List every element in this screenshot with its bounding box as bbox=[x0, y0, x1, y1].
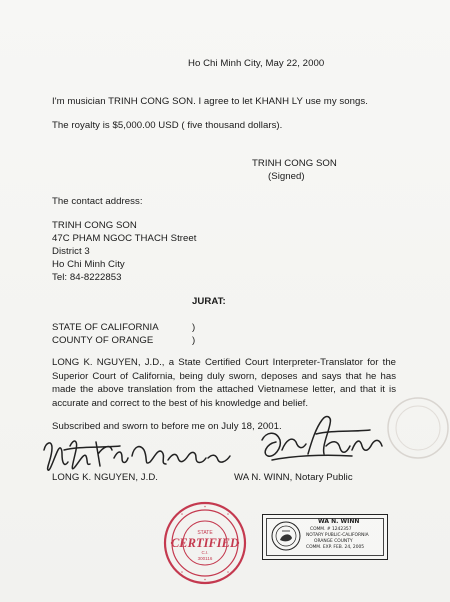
address-line: TRINH CONG SON bbox=[52, 220, 137, 231]
certified-small-label: C.I. bbox=[201, 550, 209, 555]
jurat-bracket: ) bbox=[192, 322, 196, 333]
certified-word: CERTIFIED bbox=[170, 536, 240, 550]
certified-number: 300116 bbox=[197, 556, 213, 561]
notary-seal-line: ORANGE COUNTY bbox=[314, 539, 353, 544]
notary-signature bbox=[252, 410, 392, 474]
translator-name: LONG K. NGUYEN, J.D. bbox=[52, 472, 159, 483]
address-line: Ho Chi Minh City bbox=[52, 259, 125, 270]
jurat-title: JURAT: bbox=[192, 296, 226, 307]
notary-seal-line: WA N. WINN bbox=[318, 518, 360, 525]
address-line: Tel: 84-8222853 bbox=[52, 272, 122, 283]
address-line: District 3 bbox=[52, 246, 90, 257]
place-date: Ho Chi Minh City, May 22, 2000 bbox=[188, 58, 325, 69]
notary-name: WA N. WINN, Notary Public bbox=[234, 472, 353, 483]
notary-seal-line: COMM. # 1242357 bbox=[310, 527, 352, 532]
statement-line: I'm musician TRINH CONG SON. I agree to let KHANH LY use my songs. bbox=[52, 96, 368, 107]
notary-state-seal-icon bbox=[270, 520, 302, 552]
certified-translator-seal bbox=[162, 500, 248, 586]
contact-heading: The contact address: bbox=[52, 196, 143, 207]
subscribed-line: Subscribed and sworn to before me on July 18, 2001. bbox=[52, 421, 282, 432]
jurat-county: COUNTY OF ORANGE bbox=[52, 335, 154, 346]
address-line: 47C PHAM NGOC THACH Street bbox=[52, 233, 197, 244]
certified-state-label: STATE bbox=[197, 530, 213, 536]
signer-name: TRINH CONG SON bbox=[252, 158, 337, 169]
embossed-seal bbox=[378, 392, 450, 464]
translator-signature bbox=[40, 428, 245, 478]
royalty-line: The royalty is $5,000.00 USD ( five thousand dollars). bbox=[52, 120, 283, 131]
jurat-state: STATE OF CALIFORNIA bbox=[52, 322, 159, 333]
jurat-paragraph: LONG K. NGUYEN, J.D., a State Certified Court Interpreter-Translator for the Superior Court of California, being duly sworn, deposes and says that he has made the above translation from the attached Vietnamese letter, and that it is accurate and correct to the best of his knowledge and belief. bbox=[52, 357, 396, 409]
signed-note: (Signed) bbox=[268, 171, 305, 182]
notary-seal-line: NOTARY PUBLIC-CALIFORNIA bbox=[306, 533, 369, 538]
jurat-bracket: ) bbox=[192, 335, 196, 346]
notary-seal-line: COMM. EXP. FEB. 24, 2005 bbox=[306, 545, 365, 550]
